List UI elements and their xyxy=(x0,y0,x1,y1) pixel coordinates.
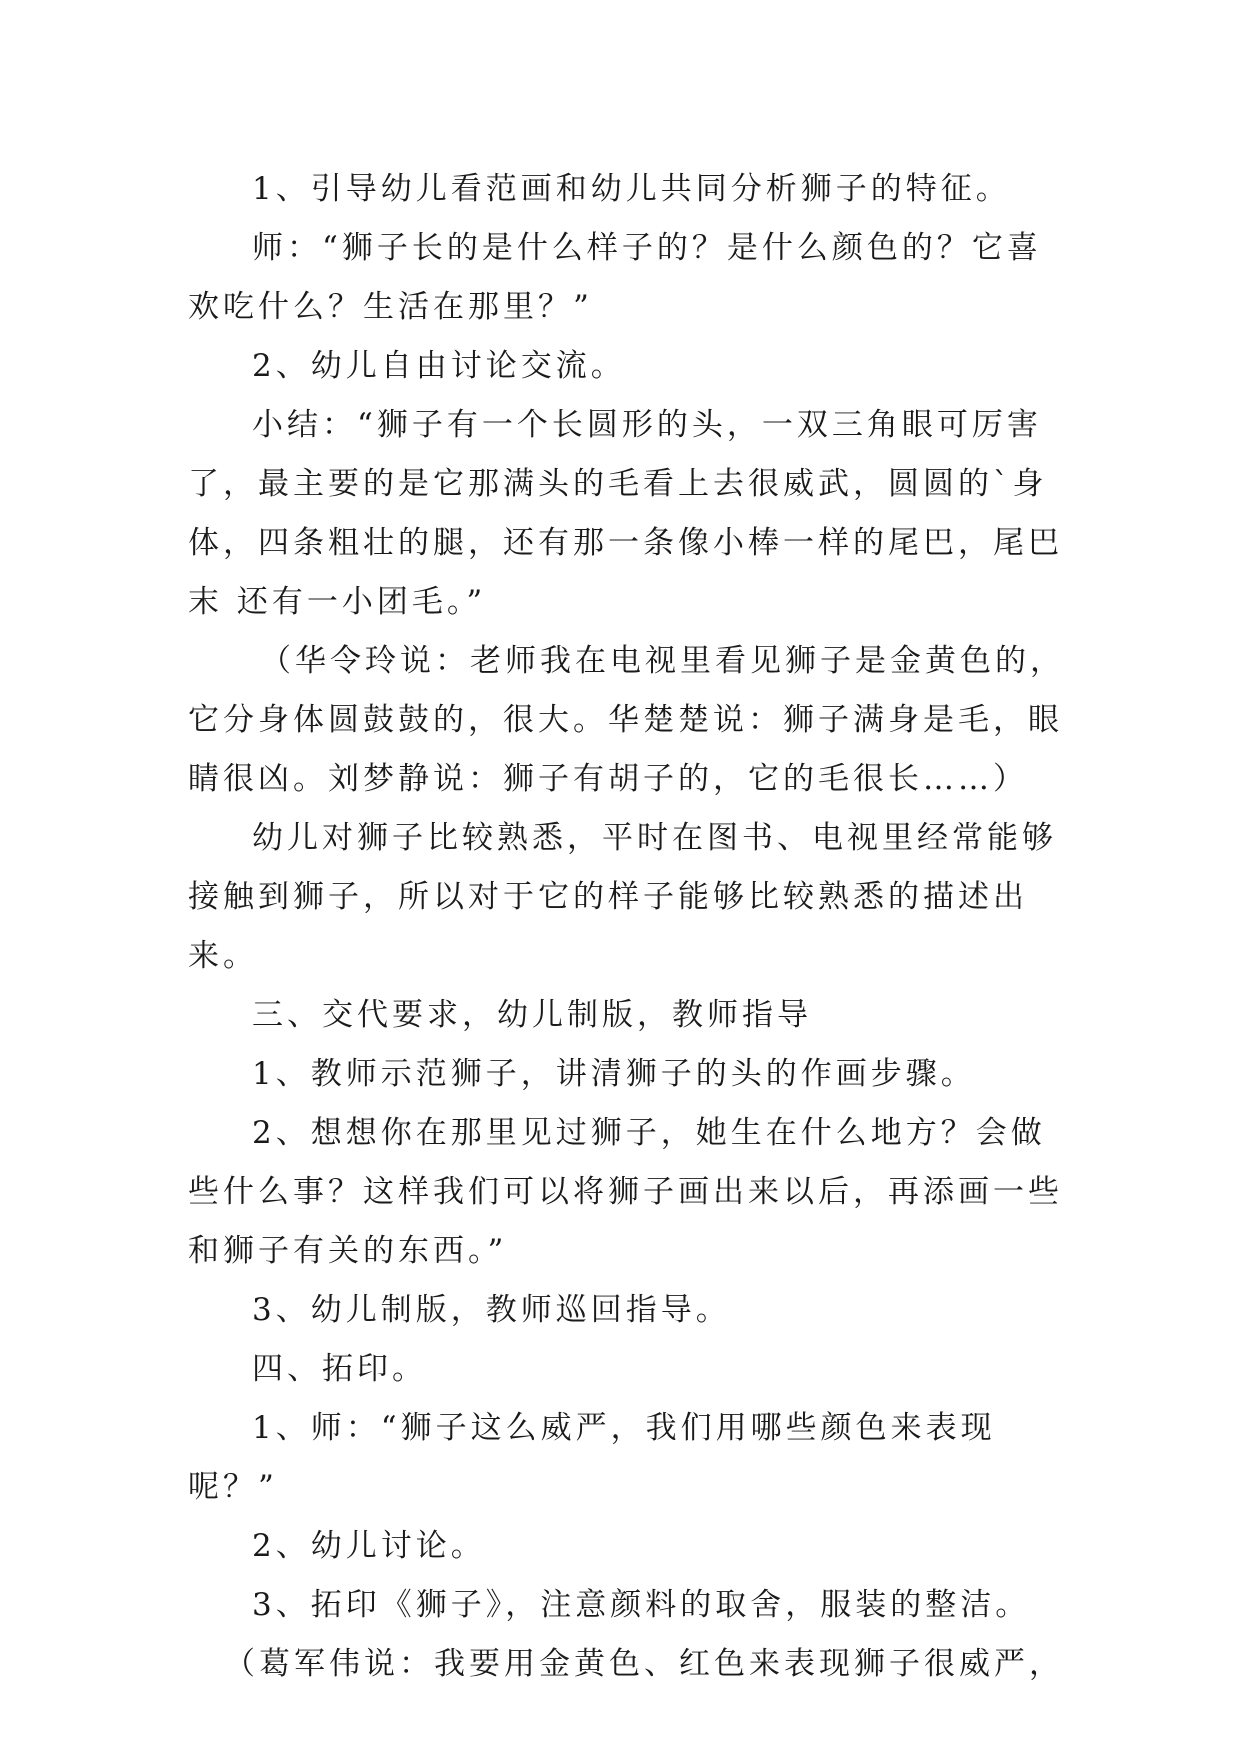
paragraph-summary: 小结：“狮子有一个长圆形的头，一双三角眼可厉害了，最主要的是它那满头的毛看上去很威武，圆圆的`身体，四条粗壮的腿，还有那一条像小棒一样的尾巴，尾巴末 还有一小团毛。” xyxy=(188,407,1063,620)
paragraph-demo: 1、教师示范狮子，讲清狮子的头的作画步骤。 xyxy=(252,1056,976,1092)
body-text xyxy=(188,160,1068,1694)
paragraph-familiarity: 幼儿对狮子比较熟悉，平时在图书、电视里经常能够接触到狮子，所以对于它的样子能够比较熟悉的描述出来。 xyxy=(188,820,1057,974)
section-four-heading: 四、拓印。 xyxy=(252,1351,427,1387)
paragraph-ge-junwei-quote: （葛军伟说：我要用金黄色、红色来表现狮子很威严， xyxy=(224,1646,1064,1682)
paragraph-step-2-discuss: 2、幼儿自由讨论交流。 xyxy=(252,348,626,384)
paragraph-colors-question: 1、师：“狮子这么威严，我们用哪些颜色来表现呢？” xyxy=(188,1410,996,1505)
paragraph-children-quotes: （华令玲说：老师我在电视里看见狮子是金黄色的，它分身体圆鼓鼓的，很大。华楚楚说：狮子满身是毛，眼睛很凶。刘梦静说：狮子有胡子的，它的毛很长……） xyxy=(188,643,1065,797)
paragraph-step-1-analyze: 1、引导幼儿看范画和幼儿共同分析狮子的特征。 xyxy=(252,171,1011,207)
section-three-heading: 三、交代要求，幼儿制版，教师指导 xyxy=(252,997,812,1033)
paragraph-think: 2、想想你在那里见过狮子，她生在什么地方？会做些什么事？这样我们可以将狮子画出来以后，再添画一些和狮子有关的东西。” xyxy=(188,1115,1063,1269)
paragraph-teacher-question: 师：“狮子长的是什么样子的？是什么颜色的？它喜欢吃什么？生活在那里？” xyxy=(188,230,1042,325)
paragraph-children-discuss: 2、幼儿讨论。 xyxy=(252,1528,486,1564)
paragraph-make-plate: 3、幼儿制版，教师巡回指导。 xyxy=(252,1292,731,1328)
paragraph-print-lion: 3、拓印《狮子》，注意颜料的取舍，服装的整洁。 xyxy=(252,1587,1031,1623)
